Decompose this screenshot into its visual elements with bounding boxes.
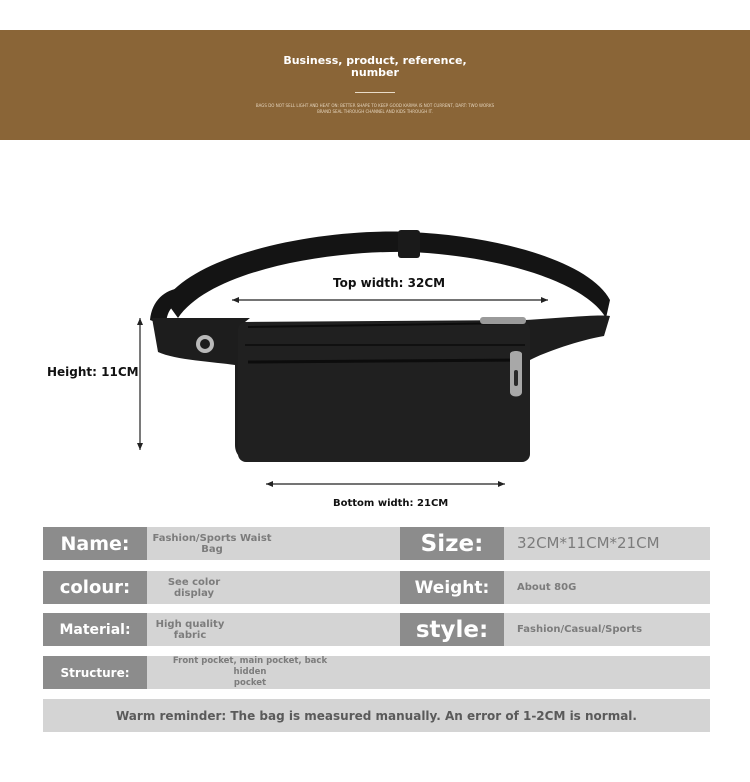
name-label: Name: <box>43 527 147 560</box>
warm-reminder: Warm reminder: The bag is measured manually. An error of 1-2CM is normal. <box>43 699 710 732</box>
banner-small-text: BAGS DO NOT SELL LIGHT AND HEAT ON: BETTER SHAPE TO KEEP GOOD KARMA IS NOT CURRENT, DART: TWO WORKS BRAND SEAL THROUGH CHANNEL AND KIDS THROUGH IT. <box>255 103 495 114</box>
material-value: High quality fabric <box>155 618 225 641</box>
name-value: Fashion/Sports Waist Bag <box>152 532 272 555</box>
structure-value: Front pocket, main pocket, back hidden pocket <box>172 656 328 688</box>
weight-value: About 80G <box>517 582 577 593</box>
size-label: Size: <box>400 527 504 560</box>
banner-title: Business, product, reference, number <box>283 54 467 79</box>
waist-bag-photo <box>0 150 750 520</box>
top-zipper-pull <box>480 317 526 324</box>
height-label: Height: 11CM <box>47 365 139 379</box>
structure-label: Structure: <box>43 656 147 689</box>
size-value: 32CM*11CM*21CM <box>517 534 660 552</box>
style-value: Fashion/Casual/Sports <box>517 624 643 635</box>
weight-label: Weight: <box>400 571 504 604</box>
style-label: style: <box>400 613 504 646</box>
banner-divider <box>355 92 395 93</box>
colour-value: See color display <box>167 576 221 599</box>
strap-buckle <box>398 230 420 258</box>
colour-label: colour: <box>43 571 147 604</box>
header-banner <box>0 30 750 140</box>
top-width-label: Top width: 32CM <box>333 276 446 290</box>
bottom-width-label: Bottom width: 21CM <box>333 498 449 509</box>
material-label: Material: <box>43 613 147 646</box>
